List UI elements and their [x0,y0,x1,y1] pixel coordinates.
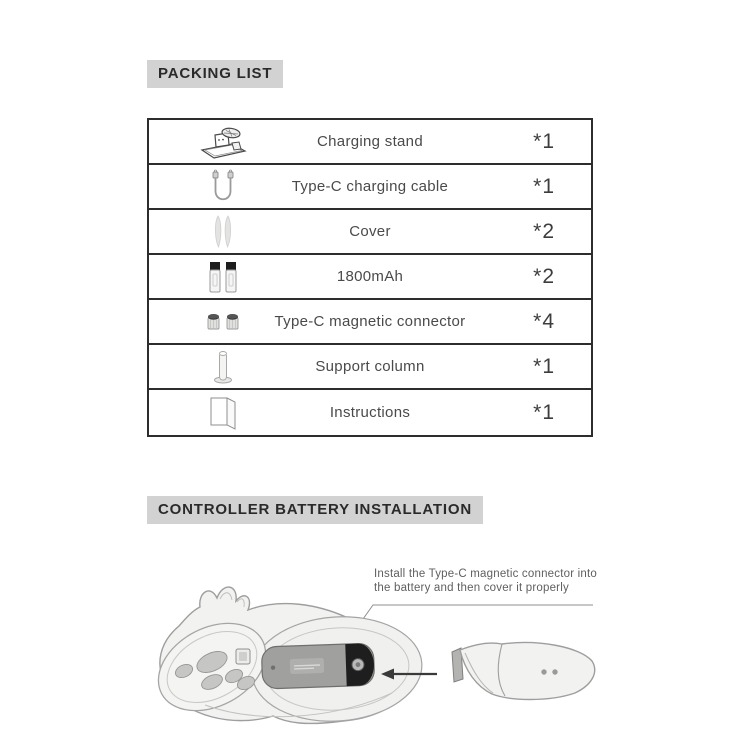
item-label: Cover [349,223,391,240]
installation-note-line2: the battery and then cover it properly [374,582,569,594]
battery-compartment [261,643,374,689]
table-row [149,345,591,390]
packing-list-table [147,118,593,437]
table-row [149,390,591,435]
item-label: Support column [315,358,425,375]
installation-title: CONTROLLER BATTERY INSTALLATION [147,496,483,524]
item-label: Charging stand [317,133,423,150]
table-row [149,165,591,210]
controller-illustration [143,587,425,728]
item-quantity: *4 [533,309,555,333]
item-label: 1800mAh [336,268,404,285]
table-row [149,255,591,300]
item-quantity: *1 [533,129,555,153]
side-button [236,649,250,664]
item-label: Type-C charging cable [291,178,449,195]
item-quantity: *1 [533,400,555,424]
item-quantity: *1 [533,354,555,378]
item-label: Instructions [329,404,411,421]
packing-list-title: PACKING LIST [147,60,283,88]
item-quantity: *2 [533,219,555,243]
item-quantity: *2 [533,264,555,288]
installation-illustration [140,555,700,740]
item-label: Type-C magnetic connector [274,313,466,330]
battery-cover-illustration [452,643,595,700]
table-row [149,300,591,345]
item-quantity: *1 [533,174,555,198]
installation-note-line1: Install the Type-C magnetic connector into [374,568,597,580]
table-row [149,120,591,165]
table-row [149,210,591,255]
